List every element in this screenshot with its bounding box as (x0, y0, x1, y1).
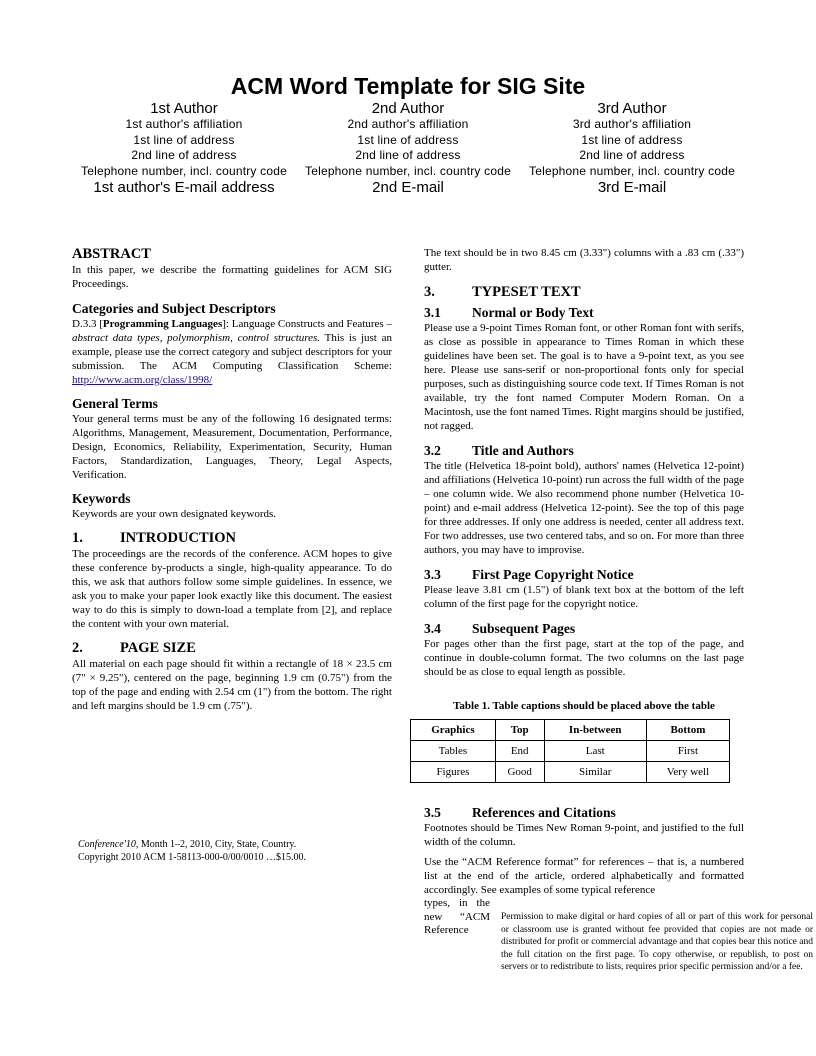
author-email: 1st author's E-mail address (93, 179, 275, 196)
section-number: 3.2 (424, 443, 441, 458)
section-number: 3. (424, 284, 435, 300)
title-authors-paragraph: The title (Helvetica 18-point bold), authors' names (Helvetica 12-point) and affiliations (Helvetica 10-point) run across the full width of the page – one column wide. We also recommend phone number (Helvetica 10-point) and e-mail address (Helvetica 12-point). See the top of this page for three addresses. If only one address is needed, center all address text. For two addresses, use two centered tabs, and so on. For more than three authors, you may have to improvise. (424, 460, 744, 556)
references-paragraph-2: Use the “ACM Reference format” for references – that is, a numbered list at the end of the article, ordered alphabetically and formatted accordingly. See examples of some typical reference (424, 856, 744, 896)
table-header-cell: Graphics (411, 720, 496, 741)
categories-part: This is just an example, please use the correct category and subject descriptors for your submission. The ACM Computing Classification Scheme: (72, 332, 392, 372)
general-terms-text: Your general terms must be any of the following 16 designated terms: Algorithms, Management, Measurement, Documentation, Performance, Design, Economics, Reliability, Experimentation, Security, Human Factors, Standardization, Languages, Theory, Legal Aspects, Verification. (72, 413, 392, 481)
typeset-heading (424, 284, 744, 301)
author-3 (520, 100, 744, 196)
author-phone: Telephone number, incl. country code (529, 163, 735, 178)
title-authors-heading (424, 443, 744, 459)
section-title: Subsequent Pages (472, 621, 576, 636)
table-row (411, 762, 730, 783)
table-cell: First (646, 741, 729, 762)
references-heading (424, 805, 744, 821)
body-text-heading (424, 305, 744, 321)
pagesize-heading (72, 640, 392, 657)
section-number: 3.4 (424, 621, 441, 636)
table-row (411, 741, 730, 762)
author-address-1: 1st line of address (133, 132, 235, 147)
abstract-text: In this paper, we describe the formatting guidelines for ACM SIG Proceedings. (72, 264, 392, 290)
table-caption: Table 1. Table captions should be placed above the table (453, 700, 715, 712)
table-cell: Very well (646, 762, 729, 783)
author-2 (296, 100, 520, 196)
keywords-heading: Keywords (72, 491, 131, 506)
subsequent-pages-paragraph: For pages other than the first page, start at the top of the page, and continue in double-column format. The two columns on the last page should be as close to equal length as possible. (424, 638, 744, 678)
categories-italic: abstract data types, polymorphism, control structures. (72, 332, 321, 344)
subsequent-pages-heading (424, 621, 744, 637)
table-cell: Similar (544, 762, 646, 783)
abstract-heading: ABSTRACT (72, 246, 151, 262)
left-column (72, 246, 392, 713)
section-title: TYPESET TEXT (472, 284, 581, 300)
right-column (424, 246, 744, 938)
table-header-cell: Bottom (646, 720, 729, 741)
author-address-2: 2nd line of address (355, 148, 461, 162)
intro-heading (72, 530, 392, 547)
author-affiliation: 3rd author's affiliation (572, 117, 692, 131)
table-1 (410, 719, 730, 783)
section-title: First Page Copyright Notice (472, 567, 634, 582)
general-terms-heading: General Terms (72, 396, 158, 411)
categories-heading: Categories and Subject Descriptors (72, 301, 276, 316)
conference-name: Conference'10 (78, 839, 136, 850)
wrapped-line: types, in the (424, 897, 490, 909)
section-title: Title and Authors (472, 443, 574, 458)
categories-text (72, 317, 392, 387)
table-cell: End (495, 741, 544, 762)
author-name: 1st Author (150, 100, 218, 117)
author-address-1: 1st line of address (357, 132, 459, 147)
paper-title: ACM Word Template for SIG Site (230, 73, 586, 99)
section-number: 1. (72, 530, 83, 546)
section-number: 3.5 (424, 805, 441, 820)
conference-notice (78, 838, 378, 864)
wrapped-line: Reference (424, 924, 469, 936)
columns-text: The text should be in two 8.45 cm (3.33") columns with a .83 cm (.33") gutter. (424, 247, 744, 273)
table-cell: Figures (411, 762, 496, 783)
author-affiliation: 1st author's affiliation (125, 117, 243, 131)
section-title: References and Citations (472, 805, 616, 820)
author-1 (72, 100, 296, 196)
section-number: 3.1 (424, 305, 441, 320)
table-header-row (411, 720, 730, 741)
author-name: 3rd Author (597, 100, 667, 117)
wrapped-line: new “ACM (424, 910, 490, 923)
author-affiliation: 2nd author's affiliation (347, 117, 469, 131)
conference-line (78, 838, 378, 851)
table-header-cell: Top (495, 720, 544, 741)
author-address-1: 1st line of address (581, 132, 683, 147)
copyright-paragraph: Please leave 3.81 cm (1.5") of blank text box at the bottom of the left column of the first page for the copyright notice. (424, 584, 744, 610)
pagesize-text: All material on each page should fit within a rectangle of 18 × 23.5 cm (7" × 9.25"), centered on the page, beginning 1.9 cm (0.75") from the top of the page and ending with 2.54 cm (1") from the bottom. The right and left margins should be 1.9 cm (.75"). (72, 658, 392, 712)
section-number: 3.3 (424, 567, 441, 582)
section-title: Normal or Body Text (472, 305, 594, 320)
table-cell: Last (544, 741, 646, 762)
table-header-cell: In-between (544, 720, 646, 741)
author-name: 2nd Author (371, 100, 445, 117)
copyright-line: Copyright 2010 ACM 1-58113-000-0/00/0010 …$15.00. (78, 852, 306, 863)
acm-class-link[interactable]: http://www.acm.org/class/1998/ (72, 374, 213, 386)
categories-part: D.3.3 [ (72, 318, 103, 330)
author-address-2: 2nd line of address (579, 148, 685, 162)
references-wrapped-text (424, 897, 490, 938)
references-paragraph-1: Footnotes should be Times New Roman 9-point, and justified to the full width of the column. (424, 822, 744, 848)
keywords-text: Keywords are your own designated keywords. (72, 508, 277, 520)
section-title: PAGE SIZE (120, 640, 196, 656)
author-email: 3rd E-mail (597, 179, 667, 196)
body-text-paragraph: Please use a 9-point Times Roman font, or other Roman font with serifs, as close as possible in appearance to Times Roman in which these guidelines have been set. The goal is to have a 9-point text, as you see here. Please use sans-serif or non-proportional fonts only for special purposes, such as distinguishing source code text. If Times Roman is not available, try the font named Computer Modern Roman. On a Macintosh, use the font named Times. Right margins should be justified, not ragged. (424, 322, 744, 432)
table-cell: Good (495, 762, 544, 783)
author-block (72, 100, 744, 196)
author-address-2: 2nd line of address (131, 148, 237, 162)
section-title: INTRODUCTION (120, 530, 237, 546)
author-phone: Telephone number, incl. country code (81, 163, 287, 178)
conference-details: , Month 1–2, 2010, City, State, Country. (135, 839, 297, 850)
intro-text: The proceedings are the records of the conference. ACM hopes to give these conference by-products a single, high-quality appearance. To do this, we ask that authors follow some simple guidelines. In essence, we ask you to make your paper look exactly like this document. The easiest way to do this is simply to down-load a template from [2], and replace the content with your own material. (72, 548, 392, 630)
author-phone: Telephone number, incl. country code (305, 163, 511, 178)
permission-notice: Permission to make digital or hard copies of all or part of this work for personal or classroom use is granted without fee provided that copies are not made or distributed for profit or commercial advantage and that copies bear this notice and the full citation on the first page. To copy otherwise, or republish, to post on servers or to redistribute to lists, requires prior specific permission and/or a fee. (501, 912, 813, 972)
categories-part: ]: Language Constructs and Features – (222, 318, 392, 330)
table-cell: Tables (411, 741, 496, 762)
section-number: 2. (72, 640, 83, 656)
author-email: 2nd E-mail (372, 179, 444, 196)
copyright-heading (424, 567, 744, 583)
categories-bold: Programming Languages (102, 318, 223, 330)
